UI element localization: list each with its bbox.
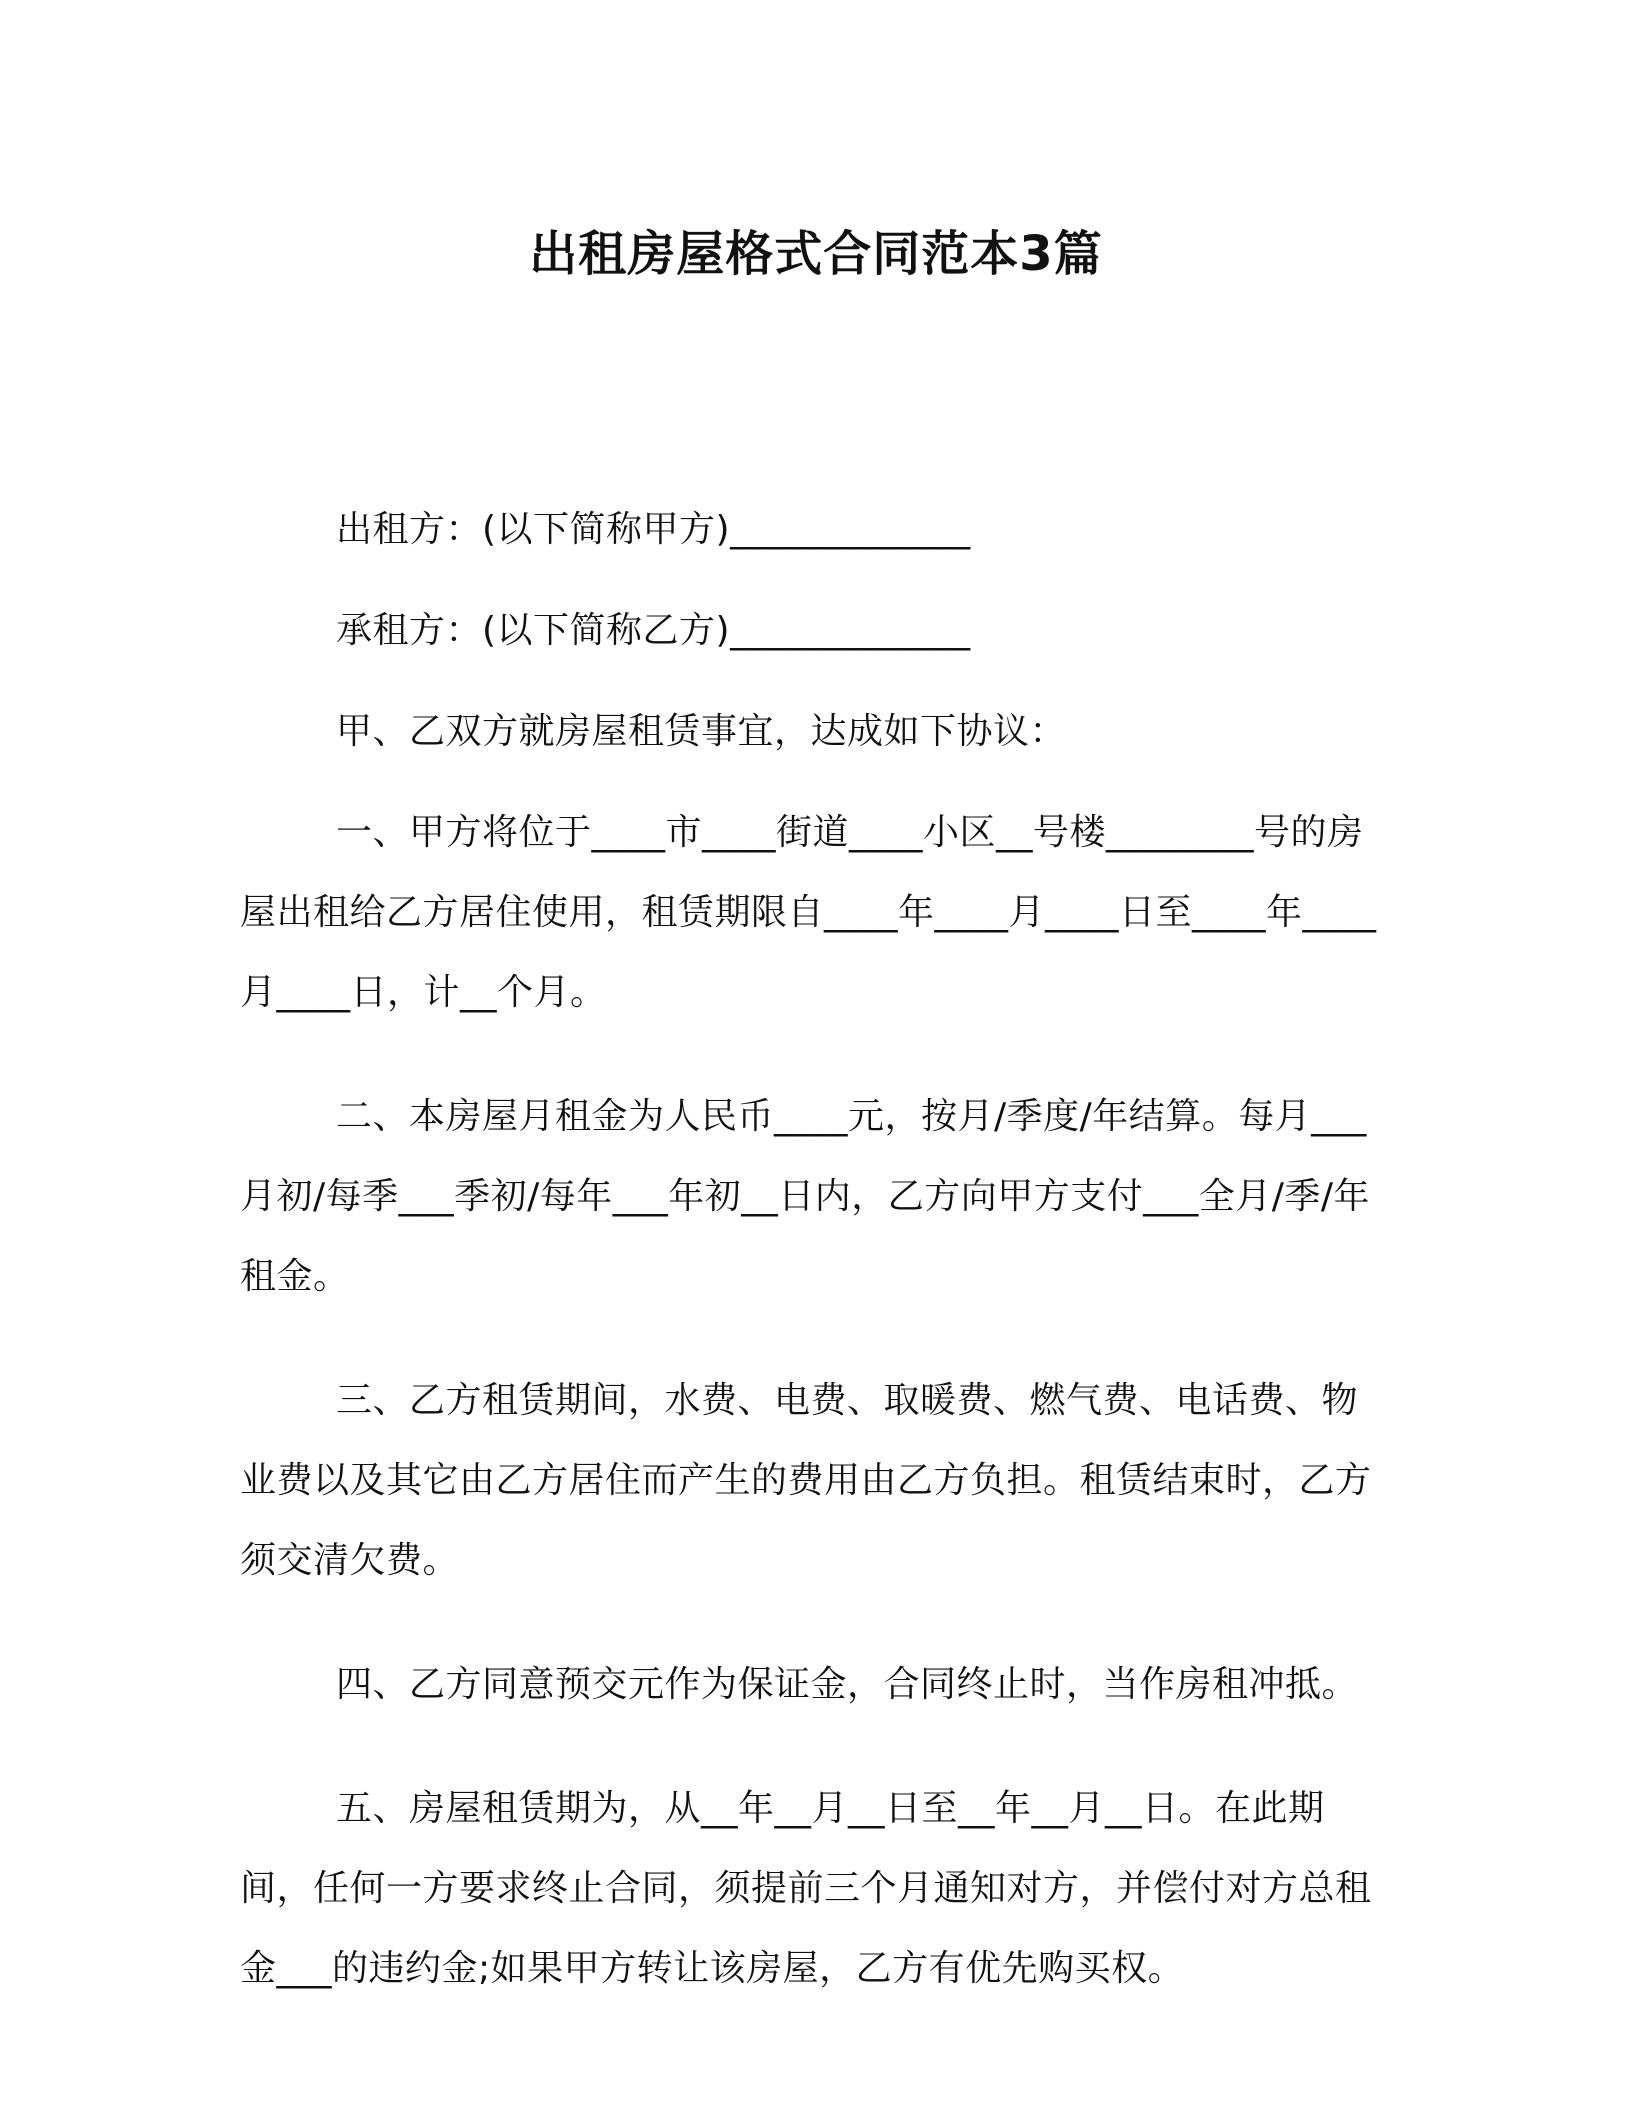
intro-paragraph: 甲、乙双方就房屋租赁事宜，达成如下协议： (336, 711, 1067, 752)
lessee-line: 承租方：(以下简称乙方)_____________ (336, 610, 971, 651)
clause-1: 一、甲方将位于____市____街道____小区__号楼________号的房屋出租给乙方居住使用，租赁期限自____年____月____日至____年____月____日，计__个月。 (240, 812, 1377, 1013)
clause-5: 五、房屋租赁期为，从__年__月__日至__年__月__日。在此期间，任何一方要求终止合同，须提前三个月通知对方，并偿付对方总租金___的违约金;如果甲方转让该房屋，乙方有优先购买权。 (240, 1788, 1372, 1989)
document-body (240, 490, 1392, 2053)
clause-2: 二、本房屋月租金为人民币____元，按月/季度/年结算。每月___月初/每季___季初/每年___年初__日内，乙方向甲方支付___全月/季/年租金。 (240, 1096, 1371, 1297)
clause-3: 三、乙方租赁期间，水费、电费、取暖费、燃气费、电话费、物业费以及其它由乙方居住而产生的费用由乙方负担。租赁结束时，乙方须交清欠费。 (240, 1380, 1372, 1581)
document-title: 出租房屋格式合同范本3篇 (529, 226, 1103, 282)
clause-4: 四、乙方同意预交元作为保证金，合同终止时，当作房租冲抵。 (336, 1664, 1359, 1705)
lessor-line: 出租方：(以下简称甲方)_____________ (336, 509, 971, 550)
